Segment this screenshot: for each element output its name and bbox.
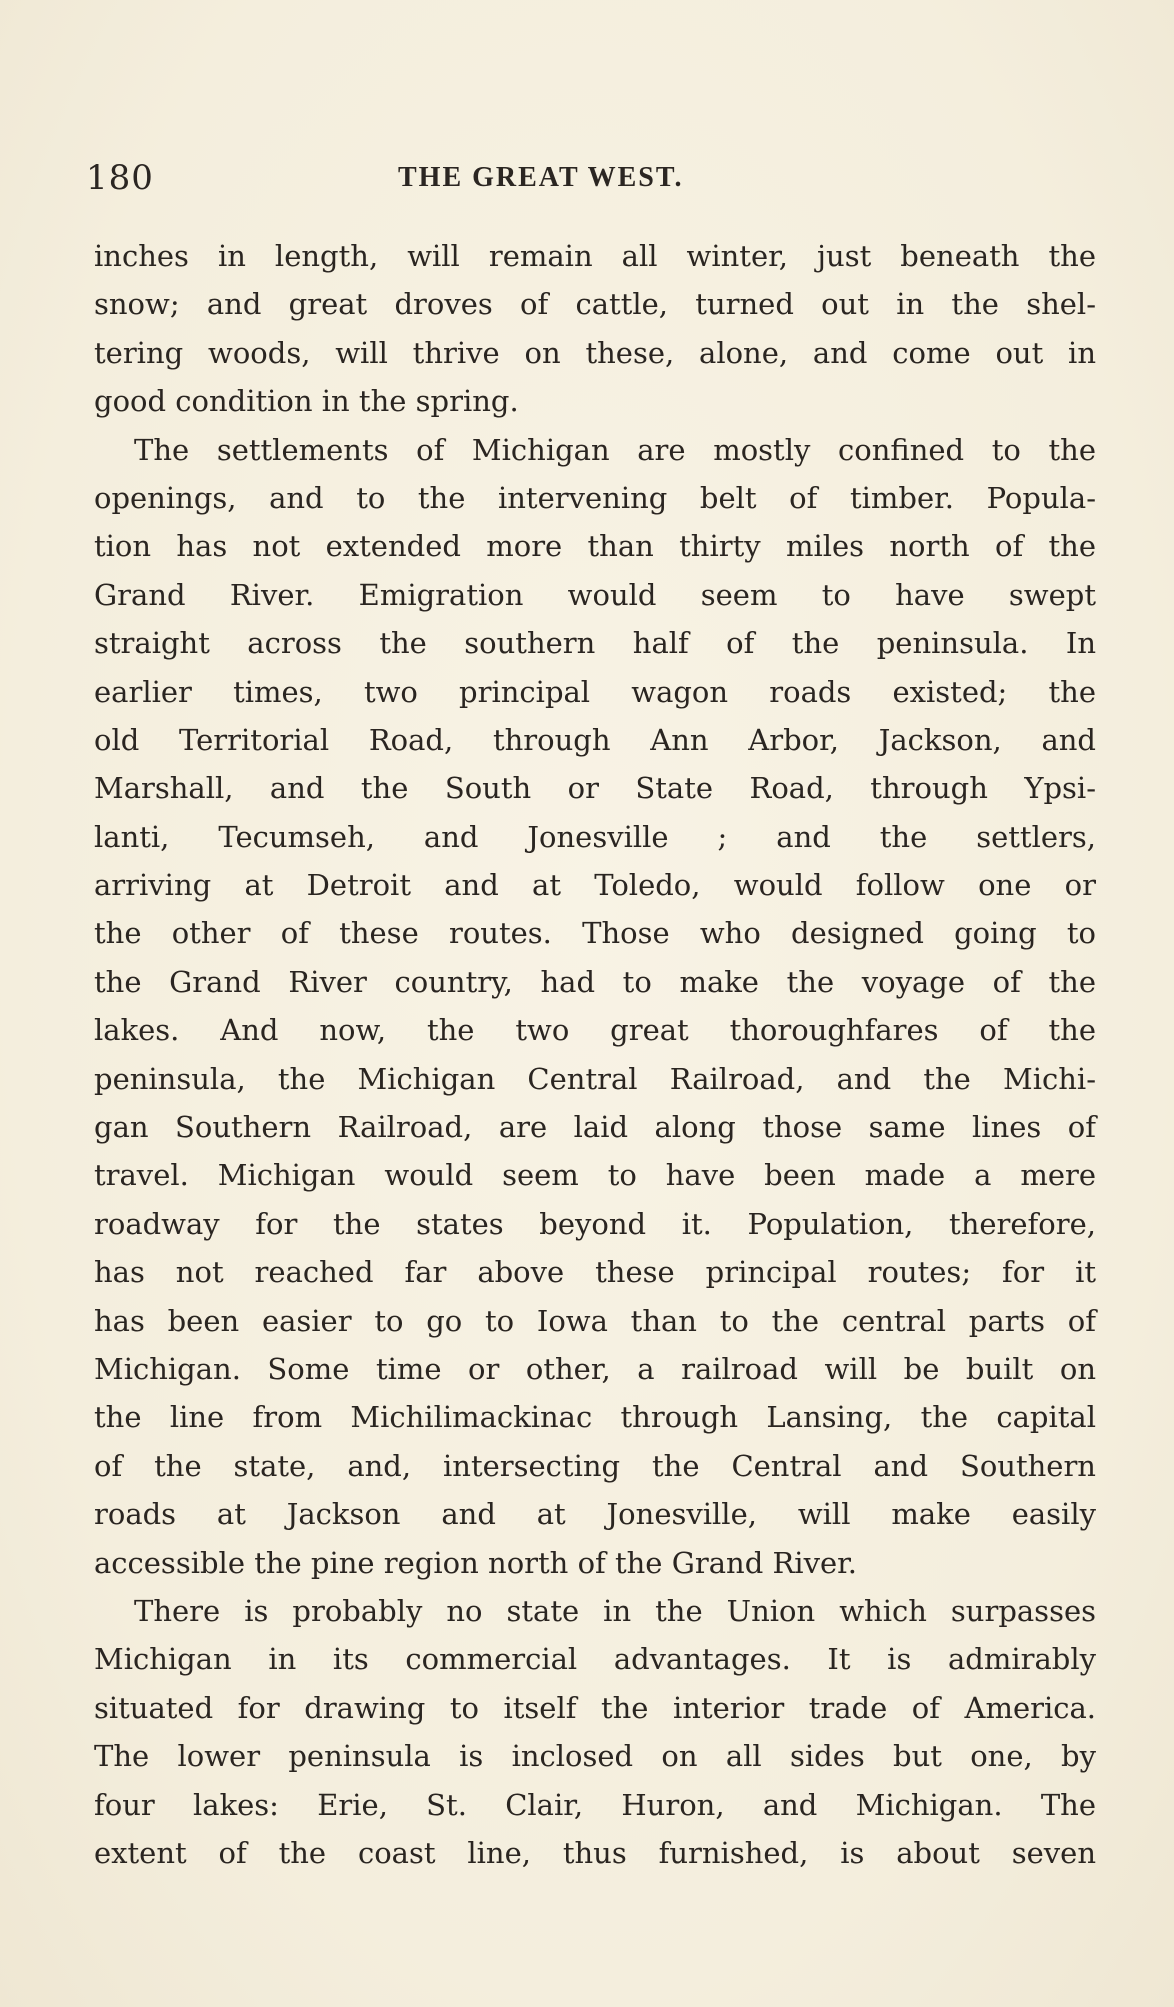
text-line: has not reached far above these principal routes; for it <box>94 1255 1096 1290</box>
text-line: lakes. And now, the two great thoroughfares of the <box>94 1013 1096 1048</box>
text-line: the other of these routes. Those who designed going to <box>94 916 1096 951</box>
text-line: tering woods, will thrive on these, alone, and come out in <box>94 335 1096 370</box>
body-text <box>94 232 1096 1877</box>
text-line: has been easier to go to Iowa than to the central parts of <box>94 1303 1096 1338</box>
text-line: The lower peninsula is inclosed on all sides but one, by <box>94 1739 1096 1774</box>
paragraph <box>94 426 1096 1587</box>
text-line: inches in length, will remain all winter, just beneath the <box>94 239 1096 273</box>
text-line: The settlements of Michigan are mostly confined to the <box>134 432 1096 467</box>
text-line: straight across the southern half of the peninsula. In <box>94 626 1096 661</box>
paragraph <box>94 232 1096 426</box>
text-line: Marshall, and the South or State Road, through Ypsi- <box>94 771 1096 806</box>
text-line: Michigan in its commercial advantages. It is admirably <box>94 1642 1096 1677</box>
text-line: of the state, and, intersecting the Central and Southern <box>94 1448 1096 1483</box>
running-title: THE GREAT WEST. <box>398 162 684 193</box>
text-line: earlier times, two principal wagon roads existed; the <box>94 674 1096 709</box>
text-line: arriving at Detroit and at Toledo, would follow one or <box>94 868 1096 903</box>
paragraph <box>94 1587 1096 1877</box>
text-line: extent of the coast line, thus furnished, is about seven <box>94 1835 1096 1870</box>
text-line: accessible the pine region north of the Grand River. <box>94 1545 858 1580</box>
text-line: situated for drawing to itself the interior trade of America. <box>94 1690 1096 1725</box>
text-line: the line from Michilimackinac through Lansing, the capital <box>94 1400 1096 1435</box>
text-line: Grand River. Emigration would seem to have swept <box>94 577 1096 612</box>
text-line: old Territorial Road, through Ann Arbor, Jackson, and <box>94 722 1096 757</box>
text-line: tion has not extended more than thirty miles north of the <box>94 529 1096 564</box>
text-line: good condition in the spring. <box>94 384 519 419</box>
text-line: travel. Michigan would seem to have been made a mere <box>94 1158 1096 1193</box>
text-line: Michigan. Some time or other, a railroad will be built on <box>94 1351 1096 1386</box>
text-line: the Grand River country, had to make the voyage of the <box>94 964 1096 999</box>
text-line: snow; and great droves of cattle, turned out in the shel- <box>94 287 1096 322</box>
text-line: roadway for the states beyond it. Population, therefore, <box>94 1206 1096 1241</box>
text-line: openings, and to the intervening belt of timber. Popula- <box>94 480 1096 515</box>
page-header <box>86 150 1086 210</box>
text-line: lanti, Tecumseh, and Jonesville ; and the settlers, <box>94 819 1096 854</box>
text-line: roads at Jackson and at Jonesville, will make easily <box>94 1497 1096 1532</box>
page-number: 180 <box>86 158 154 198</box>
text-line: gan Southern Railroad, are laid along those same lines of <box>94 1110 1096 1145</box>
text-line: peninsula, the Michigan Central Railroad, and the Michi- <box>94 1061 1096 1096</box>
text-line: There is probably no state in the Union which surpasses <box>134 1593 1096 1628</box>
text-line: four lakes: Erie, St. Clair, Huron, and Michigan. The <box>94 1787 1096 1822</box>
